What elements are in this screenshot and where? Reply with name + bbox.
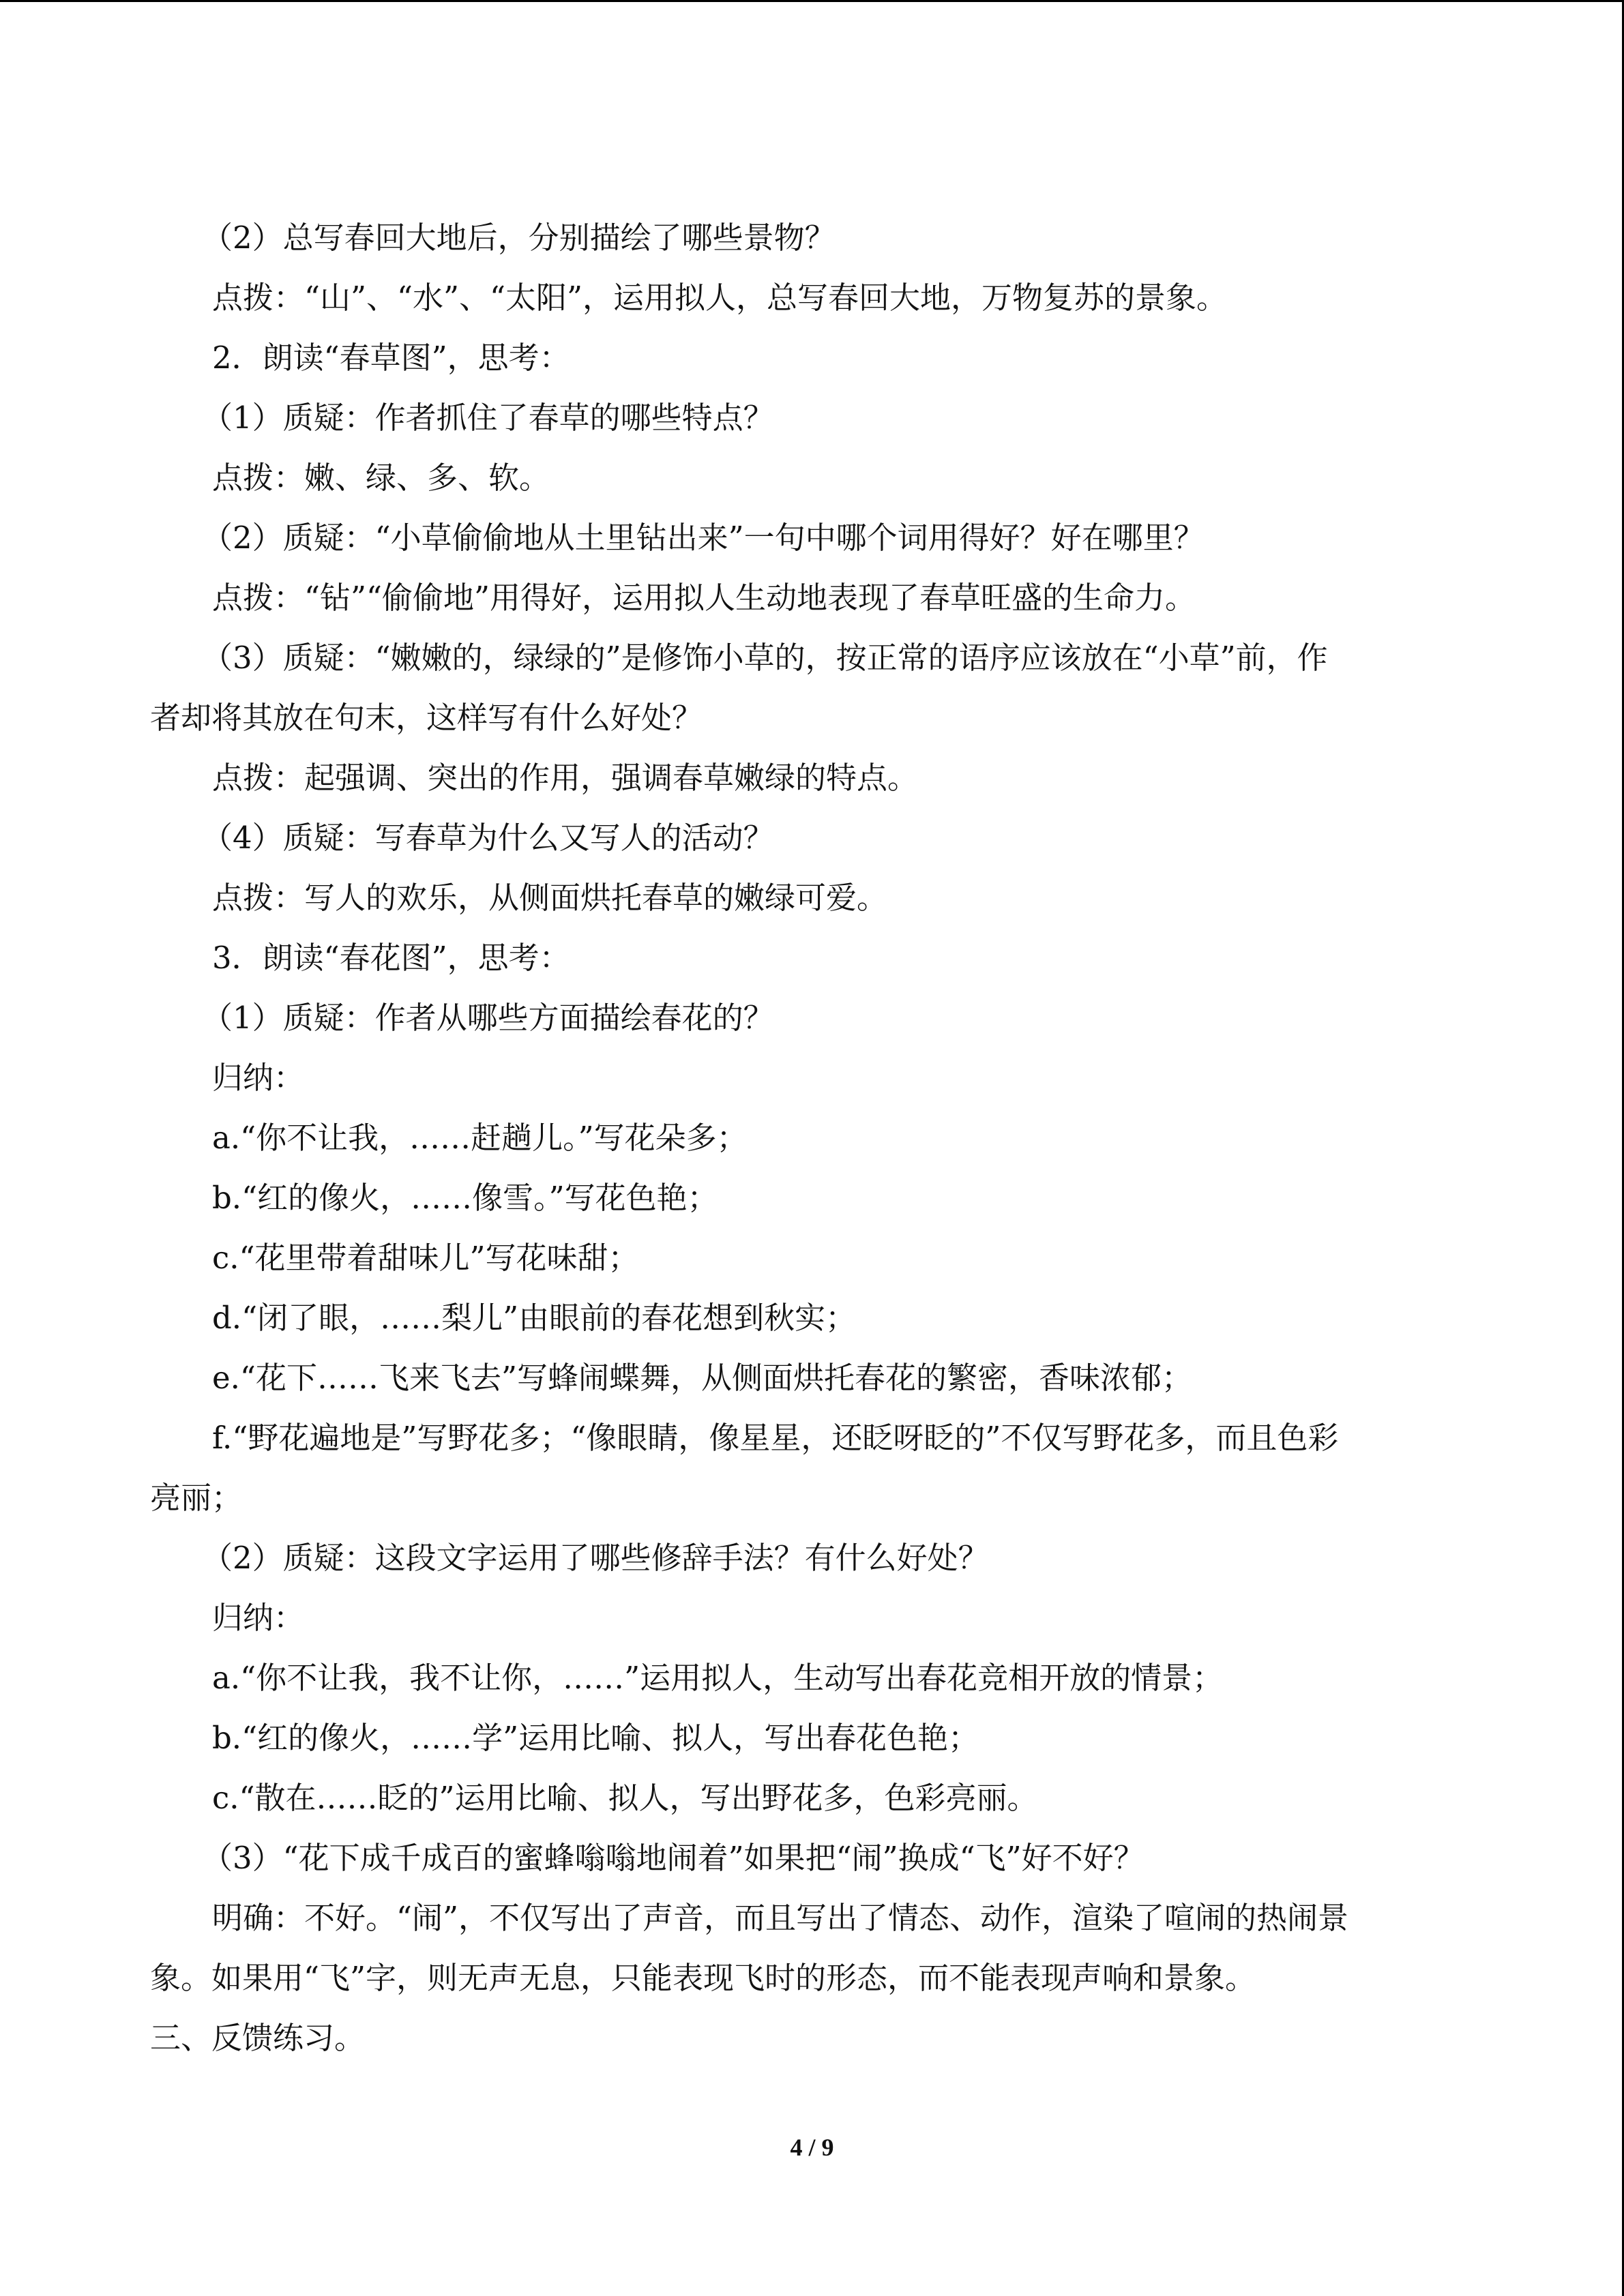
text-line: （1）质疑：作者从哪些方面描绘春花的？ (202, 1000, 774, 1036)
text-line: （2）质疑：“小草偷偷地从土里钻出来”一句中哪个词用得好？好在哪里？ (202, 520, 1205, 556)
page-number: 4 / 9 (790, 2134, 834, 2161)
text-line: 亮丽； (150, 1480, 243, 1516)
text-line: 明确：不好。“闹”，不仅写出了声音，而且写出了情态、动作，渲染了喧闹的热闹景 (212, 1900, 1349, 1936)
text-line: 点拨：写人的欢乐，从侧面烘托春草的嫩绿可爱。 (212, 880, 888, 916)
text-line: 三、反馈练习。 (150, 2020, 366, 2056)
text-line: 象。如果用“飞”字，则无声无息，只能表现飞时的形态，而不能表现声响和景象。 (150, 1960, 1256, 1996)
text-line: （3）“花下成千成百的蜜蜂嗡嗡地闹着”如果把“闹”换成“飞”好不好？ (202, 1840, 1145, 1876)
text-line: b.“红的像火，……像雪。”写花色艳； (212, 1180, 718, 1216)
text-line: （4）质疑：写春草为什么又写人的活动？ (202, 820, 774, 856)
text-line: a.“你不让我，……赶趟儿。”写花朵多； (212, 1120, 748, 1156)
text-line: a.“你不让我，我不让你，……”运用拟人，生动写出春花竞相开放的情景； (212, 1660, 1224, 1696)
text-line: 点拨：起强调、突出的作用，强调春草嫩绿的特点。 (212, 760, 919, 796)
text-line: c.“散在……眨的”运用比喻、拟人，写出野花多，色彩亮丽。 (212, 1780, 1038, 1816)
text-line: f.“野花遍地是”写野花多；“像眼睛，像星星，还眨呀眨的”不仅写野花多，而且色彩 (212, 1420, 1339, 1456)
text-line: c.“花里带着甜味儿”写花味甜； (212, 1240, 639, 1276)
text-line: d.“闭了眼，……梨儿”由眼前的春花想到秋实； (212, 1300, 857, 1336)
text-line: 归纳： (212, 1060, 305, 1096)
text-line: （1）质疑：作者抓住了春草的哪些特点？ (202, 400, 774, 436)
text-line: 归纳： (212, 1600, 305, 1636)
text-line: 点拨：“山”、“水”、“太阳”，运用拟人，总写春回大地，万物复苏的景象。 (212, 280, 1228, 316)
text-line: 点拨：“钻”“偷偷地”用得好，运用拟人生动地表现了春草旺盛的生命力。 (212, 580, 1196, 616)
text-line: （2）总写春回大地后，分别描绘了哪些景物？ (202, 220, 836, 256)
text-line: 2．朗读“春草图”，思考： (212, 340, 570, 376)
text-line: e.“花下……飞来飞去”写蜂闹蝶舞，从侧面烘托春花的繁密，香味浓郁； (212, 1360, 1192, 1396)
text-line: 者却将其放在句末，这样写有什么好处？ (150, 700, 703, 736)
body-text (150, 208, 1483, 2068)
text-line: b.“红的像火，……学”运用比喻、拟人，写出春花色艳； (212, 1720, 979, 1756)
text-line: 点拨：嫩、绿、多、软。 (212, 460, 550, 496)
text-line: 3．朗读“春花图”，思考： (212, 940, 570, 976)
text-line: （3）质疑：“嫩嫩的，绿绿的”是修饰小草的，按正常的语序应该放在“小草”前，作 (202, 640, 1328, 676)
text-line: （2）质疑：这段文字运用了哪些修辞手法？有什么好处？ (202, 1540, 989, 1576)
